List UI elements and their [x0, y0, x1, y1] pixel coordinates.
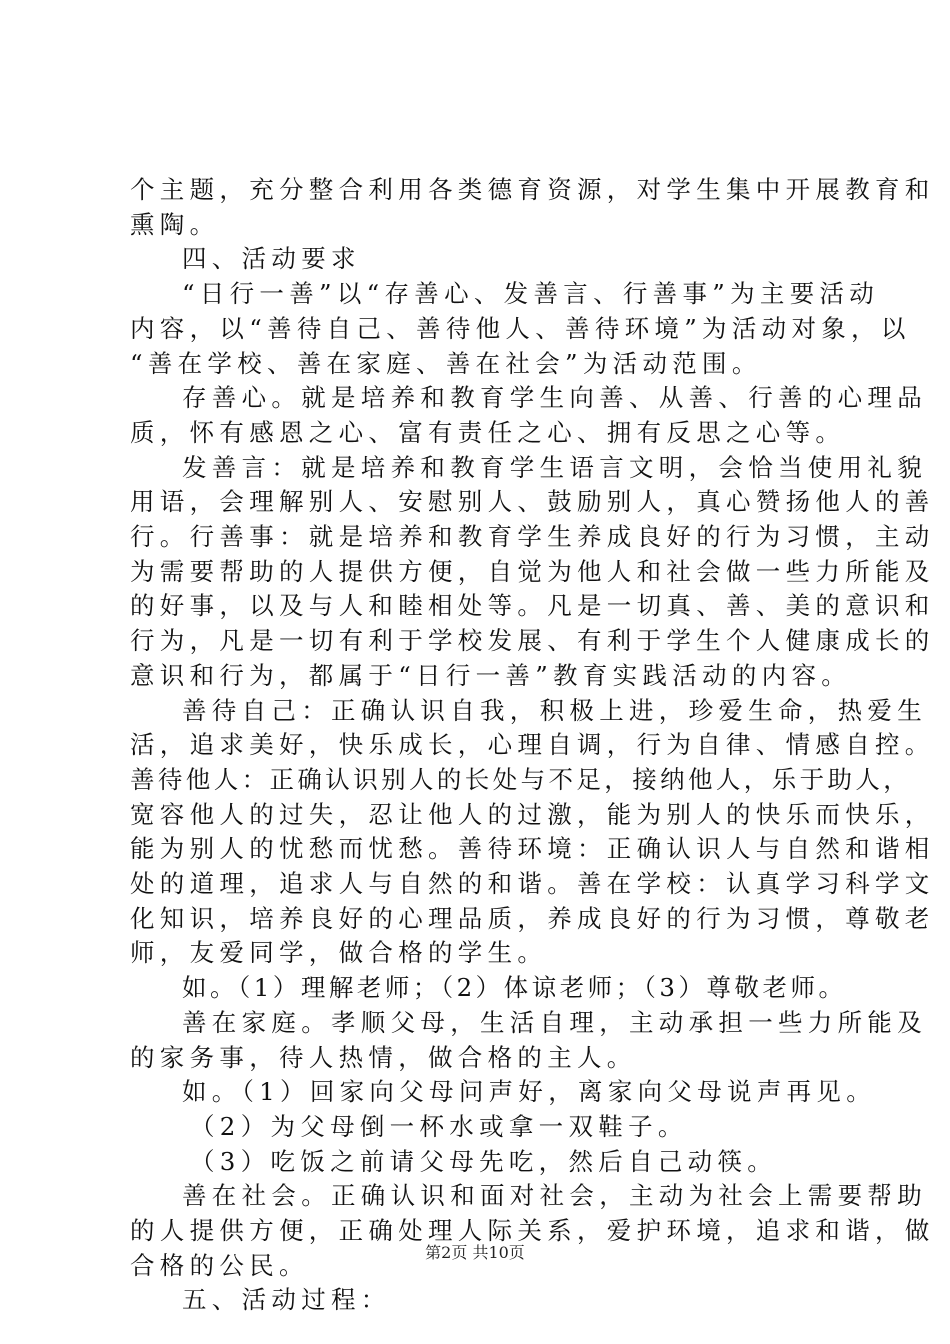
text-line: 善待自己：正确认识自我，积极上进，珍爱生命，热爱生 [182, 695, 927, 725]
page-number-footer: 第2页 共10页 [425, 1243, 525, 1262]
text-line: 用语，会理解别人、安慰别人、鼓励别人，真心赞扬他人的善 [130, 487, 935, 517]
text-line: 宽容他人的过失，忍让他人的过激，能为别人的快乐而快乐， [130, 799, 935, 829]
text-line: （3）吃饭之前请父母先吃，然后自己动筷。 [190, 1146, 778, 1176]
text-line: 发善言：就是培养和教育学生语言文明，会恰当使用礼貌 [182, 452, 927, 482]
text-line: 如。（1）理解老师；（2）体谅老师；（3）尊敬老师。 [182, 973, 847, 1003]
text-line: 个主题，充分整合利用各类德育资源，对学生集中开展教育和 [130, 175, 935, 204]
text-line: 师，友爱同学，做合格的学生。 [130, 938, 548, 968]
text-line: 的人提供方便，正确处理人际关系，爱护环境，追求和谐，做 [130, 1216, 935, 1245]
text-line: “善在学校、善在家庭、善在社会”为活动范围。 [130, 348, 762, 378]
text-line: 合格的公民。 [130, 1250, 309, 1280]
text-line: 内容，以“善待自己、善待他人、善待环境”为活动对象，以 [130, 313, 911, 343]
text-line: 能为别人的忧愁而忧愁。善待环境：正确认识人与自然和谐相 [130, 834, 935, 864]
text-line: 行。行善事：就是培养和教育学生养成良好的行为习惯，主动 [130, 522, 935, 551]
text-line: 善在家庭。孝顺父母，生活自理，主动承担一些力所能及 [182, 1007, 927, 1037]
text-line: 质，怀有感恩之心、富有责任之心、拥有反思之心等。 [130, 417, 846, 447]
text-line: 处的道理，追求人与自然的和谐。善在学校：认真学习科学文 [130, 869, 935, 898]
text-line: 意识和行为，都属于“日行一善”教育实践活动的内容。 [130, 660, 852, 690]
text-line: 活，追求美好，快乐成长，心理自调，行为自律、情感自控。 [130, 730, 935, 760]
text-line: 化知识，培养良好的心理品质，养成良好的行为习惯，尊敬老 [130, 903, 935, 933]
text-line: 存善心。就是培养和教育学生向善、从善、行善的心理品 [182, 383, 927, 413]
text-line: 为需要帮助的人提供方便，自觉为他人和社会做一些力所能及 [130, 556, 935, 586]
text-line: 行为，凡是一切有利于学校发展、有利于学生个人健康成长的 [130, 626, 935, 656]
section-heading: 五、活动过程： [182, 1285, 391, 1315]
text-line: 如。（1）回家向父母问声好，离家向父母说声再见。 [182, 1077, 877, 1107]
section-heading: 四、活动要求 [182, 244, 361, 274]
text-line: 熏陶。 [130, 209, 220, 239]
text-line: 善在社会。正确认识和面对社会，主动为社会上需要帮助 [182, 1181, 927, 1211]
text-line: “日行一善”以“存善心、发善言、行善事”为主要活动 [182, 279, 880, 309]
text-line: （2）为父母倒一杯水或拿一双鞋子。 [190, 1111, 688, 1141]
text-line: 的家务事，待人热情，做合格的主人。 [130, 1042, 637, 1072]
text-line: 的好事，以及与人和睦相处等。凡是一切真、善、美的意识和 [130, 591, 935, 621]
text-line: 善待他人：正确认识别人的长处与不足，接纳他人，乐于助人， [130, 764, 912, 794]
